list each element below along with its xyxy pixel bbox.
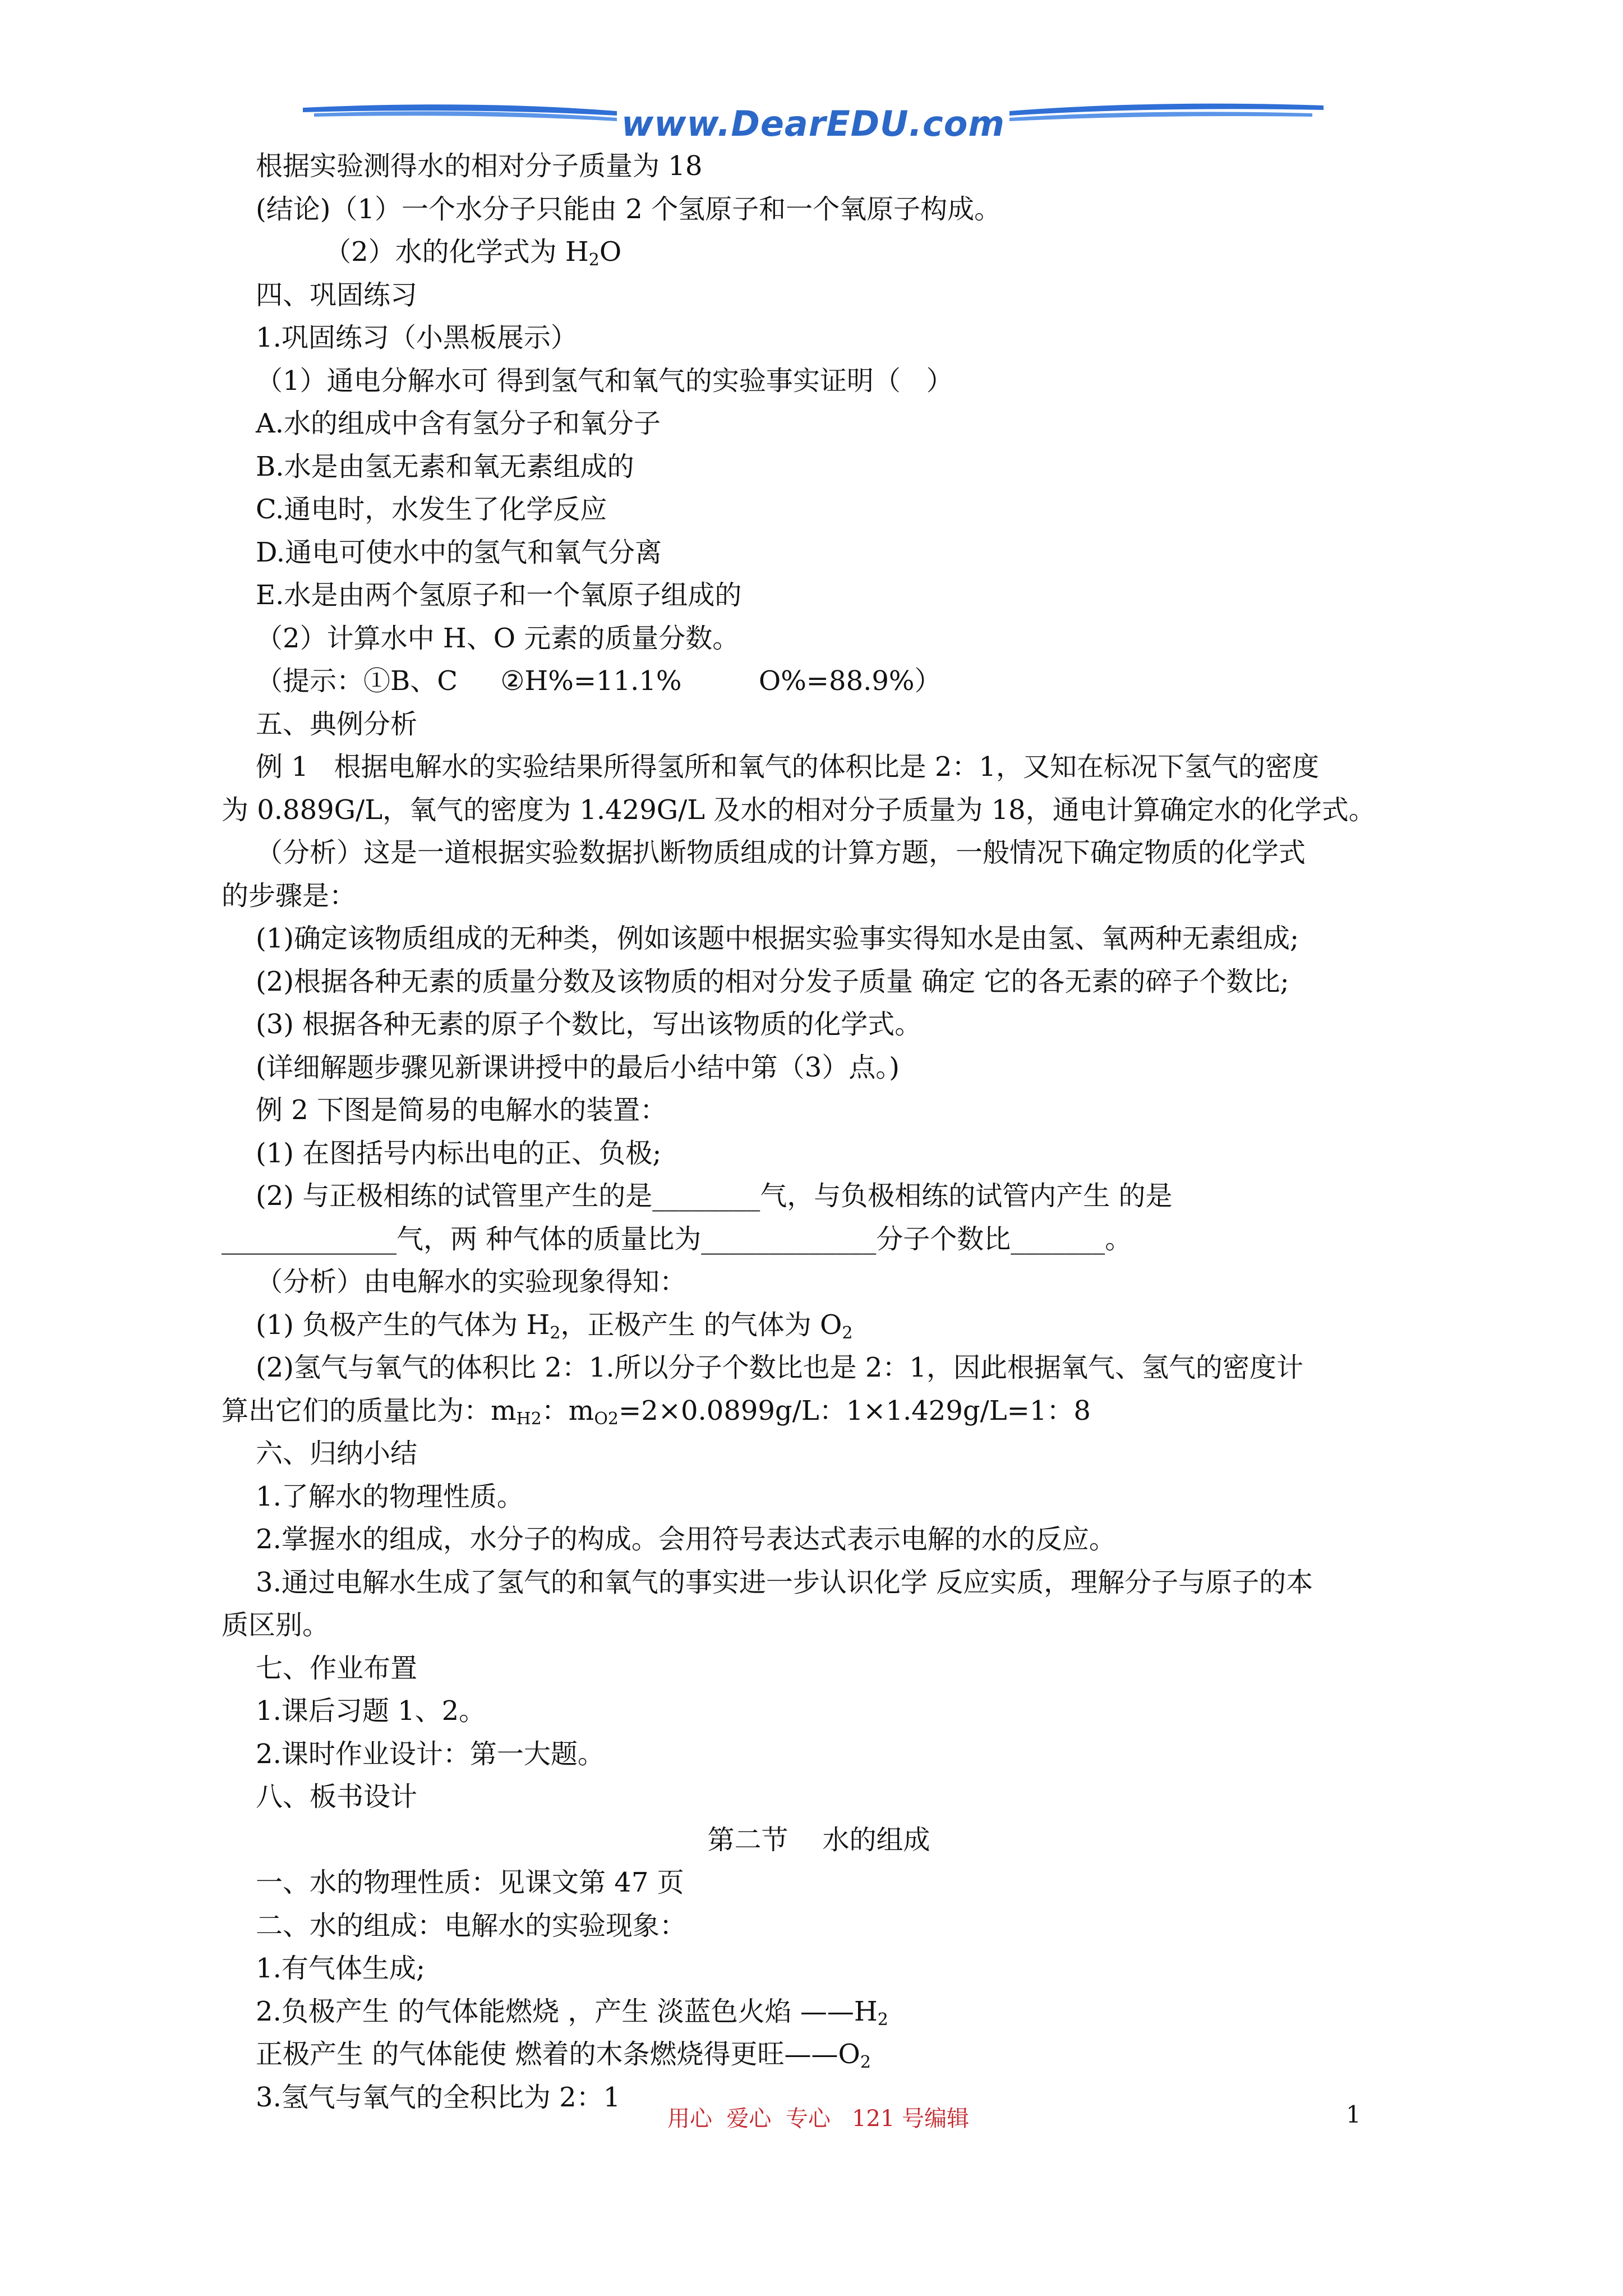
text-line [222,1690,1416,1733]
line-text: 五、典例分析 [222,708,418,740]
line-text: （2）水的化学式为 H [222,236,589,268]
line-text: ，正极产生 的气体为 O [560,1309,842,1341]
line-text: (2)氢气与氧气的体积比 2：1.所以分子个数比也是 2：1，因此根据氧气、氢气的密度计 [222,1352,1303,1383]
text-line [222,1132,1416,1175]
line-text: (详细解题步骤见新课讲授中的最后小结中第（3）点。) [222,1051,900,1083]
text-line [222,1475,1416,1519]
text-line [222,1175,1416,1218]
text-line [222,231,1416,274]
line-text: 正极产生 的气体能使 燃着的木条燃烧得更旺——O [222,2039,860,2070]
line-text: (结论)（1）一个水分子只能由 2 个氢原子和一个氧原子构成。 [222,193,1002,225]
line-text: A.水的组成中含有氢分子和氧分子 [222,408,661,439]
text-line [222,1432,1416,1475]
text-line [222,1647,1416,1690]
line-text: 1.课后习题 1、2。 [222,1695,486,1727]
text-line [222,789,1416,832]
line-text: 为 0.889G/L，氧气的密度为 1.429G/L 及水的相对分子质量为 18，通电计算确定水的化学式。 [222,794,1376,826]
line-text: C.通电时，水发生了化学反应 [222,494,607,525]
line-text: (2) 与正极相练的试管里产生的是________气，与负极相练的试管内产生 的是 [222,1180,1173,1212]
page-number: 1 [1346,2101,1361,2128]
text-line [222,1218,1416,1261]
text-line [222,488,1416,531]
text-line [222,1346,1416,1389]
text-line [222,316,1416,360]
site-logo-text: www.DearEDU.com [621,103,1005,144]
text-line [222,660,1416,703]
text-line [222,274,1416,317]
header-logo [303,101,1324,151]
line-text: B.水是由氢无素和氧无素组成的 [222,450,634,482]
line-text: （分析）由电解水的实验现象得知： [222,1266,687,1297]
text-line [222,2033,1416,2076]
line-text: 六、归纳小结 [222,1438,418,1469]
line-text: (3) 根据各种无素的原子个数比，写出该物质的化学式。 [222,1009,922,1040]
text-line [222,1947,1416,1990]
text-line [222,531,1416,574]
line-text: (1) 在图括号内标出电的正、负极; [222,1137,662,1169]
line-text: 四、巩固练习 [222,279,418,311]
line-text: O [599,236,622,268]
line-text: 八、板书设计 [222,1781,418,1812]
line-text: 算出它们的质量比为：m [222,1395,517,1427]
text-line [222,360,1416,403]
page-footer [0,2101,1623,2140]
text-line [222,1861,1416,1904]
line-text: （2）计算水中 H、O 元素的质量分数。 [222,622,740,654]
text-line [222,145,1416,188]
subscript: 2 [877,2009,888,2030]
text-line [222,703,1416,746]
line-text: =2×0.0899g/L：1×1.429g/L=1：8 [619,1395,1091,1427]
line-text: 一、水的物理性质：见课文第 47 页 [222,1867,684,1898]
line-text: 3.氢气与氧气的全积比为 2：1 [222,2081,621,2113]
text-line [222,402,1416,445]
subscript: H2 [516,1409,542,1429]
line-text: 2.负极产生 的气体能燃烧 ，产生 淡蓝色火焰 ——H [222,1995,878,2027]
line-text: 1.了解水的物理性质。 [222,1480,524,1512]
line-text: 七、作业布置 [222,1652,418,1684]
line-text: 第二节 水的组成 [707,1824,930,1856]
line-text: （提示：①B、C ②H%=11.1% O%=88.9%） [222,665,942,697]
line-text: 的步骤是： [222,880,357,912]
line-text: 根据实验测得水的相对分子质量为 18 [222,150,703,182]
text-line [222,617,1416,660]
subscript: 2 [842,1323,853,1343]
line-text: 1.巩固练习（小黑板展示） [222,322,578,353]
text-line [222,1260,1416,1304]
line-text: (1)确定该物质组成的无种类，例如该题中根据实验事实得知水是由氢、氧两种无素组成; [222,923,1299,954]
text-line [222,875,1416,918]
text-line [222,574,1416,617]
line-text: _____________气，两 种气体的质量比为_____________分子个数比_______。 [222,1223,1132,1255]
document-body [222,145,1416,2119]
text-line [222,1604,1416,1647]
line-text: D.通电可使水中的氢气和氧气分离 [222,536,662,568]
line-text: 3.通过电解水生成了氢气的和氧气的事实进一步认识化学 反应实质，理解分子与原子的本 [222,1566,1313,1598]
line-text: 2.课时作业设计：第一大题。 [222,1738,605,1770]
line-text: E.水是由两个氢原子和一个氧原子组成的 [222,579,742,611]
text-line [222,1304,1416,1347]
text-line [222,1089,1416,1132]
text-line [222,1518,1416,1561]
subscript: 2 [588,250,600,270]
text-line [222,917,1416,960]
line-text: ：m [541,1395,594,1427]
text-line [222,1904,1416,1948]
subscript: 2 [860,2053,871,2072]
subscript: O2 [594,1409,619,1429]
text-line [222,1990,1416,2033]
text-line [222,188,1416,231]
line-text: 1.有气体生成; [222,1953,426,1984]
text-line [222,746,1416,789]
text-line [222,1775,1416,1819]
text-line [222,1046,1416,1089]
text-line [222,445,1416,489]
line-text: 二、水的组成：电解水的实验现象： [222,1910,687,1941]
line-text: 2.掌握水的组成，水分子的构成。会用符号表达式表示电解的水的反应。 [222,1524,1116,1555]
text-line [222,1003,1416,1046]
line-text: 质区别。 [222,1609,330,1641]
line-text: 例 1 根据电解水的实验结果所得氢所和氧气的体积比是 2：1，又知在标况下氢气的密度 [222,751,1319,783]
subscript: 2 [550,1323,561,1343]
line-text: (2)根据各种无素的质量分数及该物质的相对分发子质量 确定 它的各无素的碎子个数比; [222,965,1289,997]
line-text: （分析）这是一道根据实验数据扒断物质组成的计算方题，一般情况下确定物质的化学式 [222,837,1306,868]
line-text: (1) 负极产生的气体为 H [222,1309,550,1341]
text-line [222,1733,1416,1776]
footer-slogan: 用心 爱心 专心 121 号编辑 [667,2106,970,2132]
section-title [222,1819,1416,1862]
text-line [222,960,1416,1004]
line-text: 例 2 下图是简易的电解水的装置： [222,1094,667,1126]
line-text: （1）通电分解水可 得到氢气和氧气的实验事实证明（ ） [222,365,953,397]
text-line [222,1561,1416,1604]
text-line [222,831,1416,875]
text-line [222,1389,1416,1433]
